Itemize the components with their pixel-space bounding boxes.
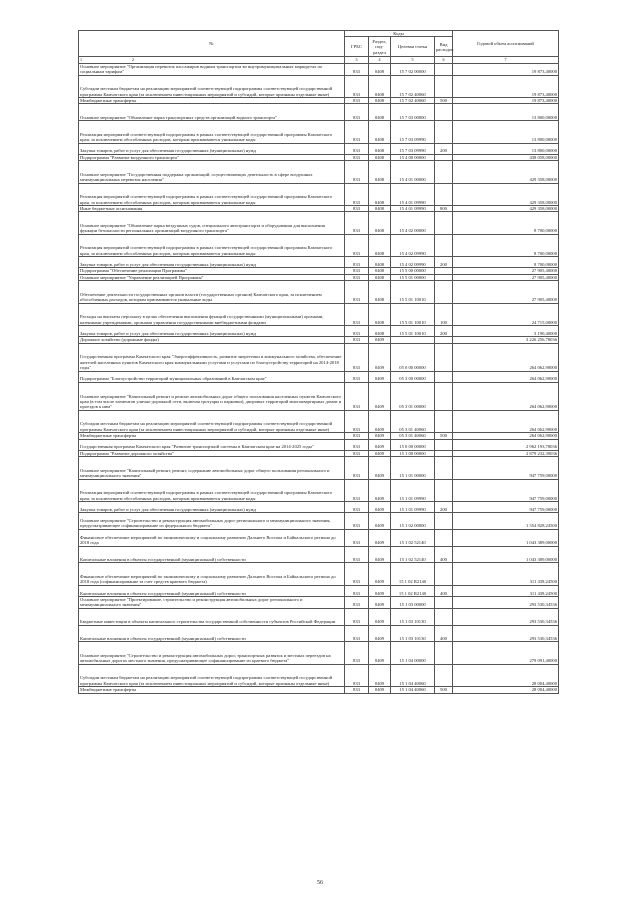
col-total-header: Годовой объем ассигнований bbox=[453, 31, 559, 57]
row-grbs: 833 bbox=[345, 625, 369, 642]
row-name: Финансовое обеспечение мероприятий по экономическому и социальному развитию Дальнего Востока и Байкальского региона до 2018 года (софинансирование за счет средств краевого бюджета) bbox=[79, 563, 345, 585]
row-razdel: 0409 bbox=[369, 664, 391, 686]
row-amount: 3 226 256,78036 bbox=[453, 337, 559, 343]
row-expense-type: 400 bbox=[435, 546, 453, 563]
row-target-article: 15 4 00 00000 bbox=[391, 154, 435, 160]
table-row bbox=[79, 625, 559, 642]
row-target-article: 15 4 02 09990 bbox=[391, 234, 435, 256]
row-grbs: 833 bbox=[345, 75, 369, 97]
row-razdel: 0409 bbox=[369, 642, 391, 664]
row-target-article: 15 1 02 00000 bbox=[391, 513, 435, 530]
table-row bbox=[79, 642, 559, 664]
row-amount: 3 190,40000 bbox=[453, 325, 559, 336]
row-expense-type: 200 bbox=[435, 501, 453, 512]
row-razdel: 0408 bbox=[369, 274, 391, 280]
row-amount: 13 800,00000 bbox=[453, 121, 559, 143]
row-target-article: 15 5 00 00000 bbox=[391, 268, 435, 274]
row-razdel: 0409 bbox=[369, 585, 391, 596]
row-target-article: 15 4 02 00000 bbox=[391, 212, 435, 234]
row-grbs: 833 bbox=[345, 98, 369, 104]
row-grbs: 833 bbox=[345, 63, 369, 75]
row-grbs: 833 bbox=[345, 501, 369, 512]
row-name: Обеспечение деятельности государственных органов власти (государственных органов) Камчатского края, за исключением обособленных расходов, которым присваиваются уникальные коды bbox=[79, 281, 345, 303]
row-amount: 28 004,40000 bbox=[453, 687, 559, 693]
col-vr-header: Вид расходов bbox=[435, 37, 453, 57]
row-razdel: 0408 bbox=[369, 154, 391, 160]
row-expense-type bbox=[435, 439, 453, 450]
row-razdel: 0408 bbox=[369, 63, 391, 75]
row-grbs: 833 bbox=[345, 121, 369, 143]
row-expense-type bbox=[435, 513, 453, 530]
row-amount: 264 062,90000 bbox=[453, 371, 559, 382]
row-grbs: 833 bbox=[345, 274, 369, 280]
row-razdel: 0409 bbox=[369, 433, 391, 439]
row-grbs: 833 bbox=[345, 608, 369, 625]
row-amount: 429 358,00000 bbox=[453, 161, 559, 183]
row-target-article: 15 1 04 40060 bbox=[391, 687, 435, 693]
table-row bbox=[79, 546, 559, 563]
row-grbs: 833 bbox=[345, 585, 369, 596]
row-razdel: 0408 bbox=[369, 183, 391, 205]
row-name: Реализация мероприятий соответствующей подпрограммы в рамках соответствующей государственной программы Камчатского края, за исключением обособленных расходов, которым присваиваются уникальные коды bbox=[79, 479, 345, 501]
row-razdel: 0409 bbox=[369, 625, 391, 642]
row-name: Основное мероприятие "Организация перевозок пассажиров водным транспортом во внутримуниципальных маршрутах по социальным тарифам" bbox=[79, 63, 345, 75]
row-name: Закупка товаров, работ и услуг для обеспечения государственных (муниципальных) нужд bbox=[79, 501, 345, 512]
row-expense-type bbox=[435, 529, 453, 546]
row-grbs: 833 bbox=[345, 410, 369, 432]
row-name: Подпрограмма "Благоустройство территорий муниципальных образований в Камчатском крае" bbox=[79, 371, 345, 382]
row-razdel: 0408 bbox=[369, 75, 391, 97]
row-name: Подпрограмма "Развитие воздушного транспорта" bbox=[79, 154, 345, 160]
row-name: Подпрограмма "Обеспечение реализации Программы" bbox=[79, 268, 345, 274]
row-grbs: 833 bbox=[345, 546, 369, 563]
row-razdel: 0408 bbox=[369, 303, 391, 325]
row-grbs: 833 bbox=[345, 212, 369, 234]
row-amount: 264 062,90000 bbox=[453, 382, 559, 410]
row-grbs: 833 bbox=[345, 343, 369, 371]
row-target-article: 15 1 02 R2140 bbox=[391, 585, 435, 596]
row-expense-type bbox=[435, 104, 453, 121]
row-amount: 311 439,24500 bbox=[453, 563, 559, 585]
row-name: Дорожное хозяйство (дорожные фонды) bbox=[79, 337, 345, 343]
table-row bbox=[79, 382, 559, 410]
row-expense-type: 200 bbox=[435, 143, 453, 154]
row-expense-type: 500 bbox=[435, 687, 453, 693]
row-grbs: 833 bbox=[345, 664, 369, 686]
row-target-article: 15 1 04 40060 bbox=[391, 664, 435, 686]
row-name: Реализация мероприятий соответствующей подпрограммы в рамках соответствующей государственной программы Камчатского края, за исключением обособленных расходов, которым присваиваются уникальные коды bbox=[79, 121, 345, 143]
row-expense-type: 200 bbox=[435, 325, 453, 336]
row-target-article: 15 1 03 10130 bbox=[391, 625, 435, 642]
row-grbs: 833 bbox=[345, 257, 369, 268]
row-name: Финансовое обеспечение мероприятий по экономическому и социальному развитию Дальнего Востока и Байкальского региона до 2018 года bbox=[79, 529, 345, 546]
row-target-article: 15 1 01 09990 bbox=[391, 501, 435, 512]
table-row bbox=[79, 234, 559, 256]
row-amount: 293 530,34536 bbox=[453, 608, 559, 625]
row-razdel: 0409 bbox=[369, 337, 391, 343]
row-name: Капитальные вложения в объекты государственной (муниципальной) собственности bbox=[79, 546, 345, 563]
row-target-article: 15 5 01 10010 bbox=[391, 303, 435, 325]
index-cell: 7 bbox=[453, 57, 559, 63]
row-grbs: 833 bbox=[345, 450, 369, 456]
row-name: Основное мероприятие "Строительство и реконструкция автомобильных дорог, транспортных развязок и местных переездов на автомобильных дорогах местного значения, предусматривающее софинансирование из краевого бюджета" bbox=[79, 642, 345, 664]
row-name: Основное мероприятие "Управление реализацией Программы" bbox=[79, 274, 345, 280]
row-razdel: 0409 bbox=[369, 597, 391, 609]
row-razdel: 0408 bbox=[369, 257, 391, 268]
row-amount: 429 358,00000 bbox=[453, 205, 559, 211]
row-amount: 8 700,00000 bbox=[453, 234, 559, 256]
row-expense-type bbox=[435, 343, 453, 371]
row-target-article: 15 7 03 00000 bbox=[391, 104, 435, 121]
row-grbs: 833 bbox=[345, 529, 369, 546]
row-name: Основное мероприятие "Государственная поддержка организаций, осуществляющих деятельность в сфере воздушных межмуниципальных перевозок населения" bbox=[79, 161, 345, 183]
col-grbs-header: ГРБС bbox=[345, 37, 369, 57]
row-expense-type bbox=[435, 608, 453, 625]
row-target-article: 15 7 03 09990 bbox=[391, 121, 435, 143]
row-name: Основное мероприятие "Проектирование, строительство и реконструкция автомобильных дорог регионального и межмуниципального значения" bbox=[79, 597, 345, 609]
row-expense-type: 400 bbox=[435, 585, 453, 596]
row-grbs: 833 bbox=[345, 161, 369, 183]
row-expense-type: 800 bbox=[435, 205, 453, 211]
row-amount: 24 715,00000 bbox=[453, 303, 559, 325]
row-amount: 293 530,34536 bbox=[453, 625, 559, 642]
row-expense-type bbox=[435, 479, 453, 501]
table-row bbox=[79, 325, 559, 336]
row-amount: 429 358,00000 bbox=[453, 183, 559, 205]
row-name: Государственная программа Камчатского края "Развитие транспортной системы в Камчатском крае на 2014-2025 годы" bbox=[79, 439, 345, 450]
row-amount: 264 062,90000 bbox=[453, 410, 559, 432]
row-expense-type bbox=[435, 664, 453, 686]
index-cell: 6 bbox=[435, 57, 453, 63]
row-name: Основное мероприятие "Строительство и реконструкция автомобильных дорог регионального и межмуниципального значения, предусматривающее софинансирование из федерального бюджета" bbox=[79, 513, 345, 530]
row-grbs: 833 bbox=[345, 104, 369, 121]
table-row bbox=[79, 257, 559, 268]
row-razdel: 0409 bbox=[369, 343, 391, 371]
row-name: Закупка товаров, работ и услуг для обеспечения государственных (муниципальных) нужд bbox=[79, 257, 345, 268]
row-target-article: 15 0 00 00000 bbox=[391, 439, 435, 450]
row-target-article: 15 1 01 00000 bbox=[391, 457, 435, 479]
row-target-article: 05 0 00 00000 bbox=[391, 343, 435, 371]
row-target-article: 05 3 01 40060 bbox=[391, 410, 435, 432]
page-number: 56 bbox=[317, 880, 323, 886]
row-name: Межбюджетные трансферты bbox=[79, 687, 345, 693]
row-target-article: 15 1 01 09990 bbox=[391, 479, 435, 501]
row-amount: 19 873,40000 bbox=[453, 63, 559, 75]
row-name: Межбюджетные трансферты bbox=[79, 98, 345, 104]
table-row bbox=[79, 687, 559, 693]
row-razdel: 0409 bbox=[369, 546, 391, 563]
row-razdel: 0408 bbox=[369, 234, 391, 256]
budget-table bbox=[78, 30, 559, 694]
table-row bbox=[79, 104, 559, 121]
row-amount: 27 905,40000 bbox=[453, 274, 559, 280]
row-target-article: 15 7 02 40060 bbox=[391, 75, 435, 97]
table-row bbox=[79, 513, 559, 530]
row-razdel: 0409 bbox=[369, 563, 391, 585]
row-amount: 2 879 232,39036 bbox=[453, 450, 559, 456]
row-razdel: 0409 bbox=[369, 529, 391, 546]
row-name: Закупка товаров, работ и услуг для обеспечения государственных (муниципальных) нужд bbox=[79, 143, 345, 154]
row-amount: 279 091,40000 bbox=[453, 642, 559, 664]
row-amount: 947 759,00000 bbox=[453, 479, 559, 501]
row-expense-type bbox=[435, 212, 453, 234]
row-razdel: 0409 bbox=[369, 501, 391, 512]
row-razdel: 0408 bbox=[369, 104, 391, 121]
row-name: Бюджетные инвестиции в объекты капитального строительства государственной собственности субъектов Российской Федерации bbox=[79, 608, 345, 625]
row-grbs: 833 bbox=[345, 143, 369, 154]
row-grbs: 833 bbox=[345, 642, 369, 664]
table-row bbox=[79, 563, 559, 585]
table-row bbox=[79, 75, 559, 97]
table-row bbox=[79, 479, 559, 501]
row-name: Основное мероприятие "Капитальный ремонт и ремонт автомобильных дорог общего пользования населенных пунктов Камчатского края (в том числе элементов улично-дорожной сети, включая тротуары и парковки), дворовых территорий многоквартирных домов и проездов к ним" bbox=[79, 382, 345, 410]
table-row bbox=[79, 529, 559, 546]
row-amount: 8 700,00000 bbox=[453, 212, 559, 234]
row-amount: 311 439,24500 bbox=[453, 585, 559, 596]
row-target-article: 15 7 02 40060 bbox=[391, 98, 435, 104]
table-row bbox=[79, 343, 559, 371]
row-razdel: 0408 bbox=[369, 161, 391, 183]
row-grbs: 833 bbox=[345, 234, 369, 256]
row-name: Субсидии местным бюджетам на реализацию мероприятий соответствующей подпрограммы соответствующей государственной программы Камчатского края (за исключением инвестиционных мероприятий и субсидий, которые признаны отдельные иные) bbox=[79, 410, 345, 432]
row-grbs: 833 bbox=[345, 597, 369, 609]
row-grbs: 833 bbox=[345, 281, 369, 303]
table-row bbox=[79, 439, 559, 450]
row-expense-type: 400 bbox=[435, 625, 453, 642]
row-amount: 28 004,40000 bbox=[453, 664, 559, 686]
row-name: Основное мероприятие "Капитальный ремонт, ремонт, содержание автомобильных дорог общего пользования регионального и межмуниципального значения" bbox=[79, 457, 345, 479]
row-name: Государственная программа Камчатского края "Энергоэффективность, развитие энергетики и коммунального хозяйства, обеспечение жителей населенных пунктов Камчатского края коммунальными услугами и услугами по благоустройству территорий на 2014-2018 годы" bbox=[79, 343, 345, 371]
row-expense-type bbox=[435, 457, 453, 479]
row-name: Подпрограмма "Развитие дорожного хозяйства" bbox=[79, 450, 345, 456]
row-expense-type bbox=[435, 281, 453, 303]
row-amount: 264 062,90000 bbox=[453, 343, 559, 371]
row-expense-type bbox=[435, 597, 453, 609]
row-expense-type bbox=[435, 642, 453, 664]
row-expense-type bbox=[435, 382, 453, 410]
row-amount: 19 873,40000 bbox=[453, 75, 559, 97]
table-row bbox=[79, 281, 559, 303]
table-row bbox=[79, 608, 559, 625]
row-razdel: 0409 bbox=[369, 450, 391, 456]
row-amount: 947 759,00000 bbox=[453, 501, 559, 512]
row-target-article: 15 1 03 00000 bbox=[391, 597, 435, 609]
row-name: Субсидии местным бюджетам на реализацию мероприятий соответствующей подпрограммы соответствующей государственной программы Камчатского края (за исключением инвестиционных мероприятий и субсидий, которые признаны отдельные иные) bbox=[79, 664, 345, 686]
row-grbs: 833 bbox=[345, 337, 369, 343]
row-razdel: 0408 bbox=[369, 98, 391, 104]
row-target-article: 15 1 03 10130 bbox=[391, 608, 435, 625]
row-razdel: 0408 bbox=[369, 212, 391, 234]
row-razdel: 0409 bbox=[369, 608, 391, 625]
row-name: Капитальные вложения в объекты государственной (муниципальной) собственности bbox=[79, 585, 345, 596]
row-grbs: 833 bbox=[345, 371, 369, 382]
row-target-article: 15 1 04 00000 bbox=[391, 642, 435, 664]
row-razdel: 0409 bbox=[369, 382, 391, 410]
row-razdel: 0409 bbox=[369, 457, 391, 479]
row-razdel: 0409 bbox=[369, 513, 391, 530]
row-name: Основное мероприятие "Обновление парка транспортных средств организаций водного транспорта" bbox=[79, 104, 345, 121]
row-expense-type bbox=[435, 410, 453, 432]
row-razdel: 0409 bbox=[369, 410, 391, 432]
row-target-article: 05 3 01 00000 bbox=[391, 382, 435, 410]
col-codes-header: Коды bbox=[345, 31, 453, 37]
table-row bbox=[79, 457, 559, 479]
row-amount: 13 800,00000 bbox=[453, 143, 559, 154]
row-expense-type: 500 bbox=[435, 98, 453, 104]
row-target-article: 15 5 01 10010 bbox=[391, 325, 435, 336]
row-name: Иные бюджетные ассигнования bbox=[79, 205, 345, 211]
table-row bbox=[79, 183, 559, 205]
row-grbs: 833 bbox=[345, 154, 369, 160]
row-grbs: 833 bbox=[345, 479, 369, 501]
row-amount: 2 962 193,78036 bbox=[453, 439, 559, 450]
row-razdel: 0408 bbox=[369, 268, 391, 274]
table-row bbox=[79, 585, 559, 596]
row-amount: 13 800,00000 bbox=[453, 104, 559, 121]
col-no-header: № bbox=[79, 31, 345, 57]
row-expense-type bbox=[435, 63, 453, 75]
row-target-article: 15 1 02 52140 bbox=[391, 529, 435, 546]
row-grbs: 833 bbox=[345, 382, 369, 410]
row-name: Основное мероприятие "Обновление парка воздушных судов, специального автотранспорта и оборудования для выполнения функции безопасности региональных организаций воздушного транспорта" bbox=[79, 212, 345, 234]
table-row bbox=[79, 63, 559, 75]
row-grbs: 833 bbox=[345, 205, 369, 211]
row-grbs: 833 bbox=[345, 433, 369, 439]
index-cell: 4 bbox=[369, 57, 391, 63]
row-amount: 19 873,40000 bbox=[453, 98, 559, 104]
table-row bbox=[79, 371, 559, 382]
row-expense-type bbox=[435, 75, 453, 97]
row-grbs: 833 bbox=[345, 457, 369, 479]
table-row bbox=[79, 161, 559, 183]
row-expense-type bbox=[435, 234, 453, 256]
table-row bbox=[79, 410, 559, 432]
row-grbs: 833 bbox=[345, 687, 369, 693]
row-amount: 438 058,00000 bbox=[453, 154, 559, 160]
row-expense-type bbox=[435, 563, 453, 585]
row-name: Капитальные вложения в объекты государственной (муниципальной) собственности bbox=[79, 625, 345, 642]
row-name: Реализация мероприятий соответствующей подпрограммы в рамках соответствующей государственной программы Камчатского края, за исключением обособленных расходов, которым присваиваются уникальные коды bbox=[79, 234, 345, 256]
row-expense-type bbox=[435, 183, 453, 205]
row-razdel: 0408 bbox=[369, 143, 391, 154]
row-expense-type: 100 bbox=[435, 303, 453, 325]
row-grbs: 833 bbox=[345, 439, 369, 450]
row-grbs: 833 bbox=[345, 303, 369, 325]
row-razdel: 0409 bbox=[369, 371, 391, 382]
col-razdel-header: Раздел, под-раздел bbox=[369, 37, 391, 57]
row-name: Реализация мероприятий соответствующей подпрограммы в рамках соответствующей государственной программы Камчатского края, за исключением обособленных расходов, которым присваиваются уникальные коды bbox=[79, 183, 345, 205]
row-expense-type bbox=[435, 161, 453, 183]
row-amount: 27 905,40000 bbox=[453, 281, 559, 303]
row-amount: 947 759,00000 bbox=[453, 457, 559, 479]
row-razdel: 0409 bbox=[369, 687, 391, 693]
row-amount: 293 530,34536 bbox=[453, 597, 559, 609]
row-razdel: 0409 bbox=[369, 439, 391, 450]
row-target-article: 05 3 01 40060 bbox=[391, 433, 435, 439]
col-target-header: Целевая статья bbox=[391, 37, 435, 57]
row-expense-type bbox=[435, 371, 453, 382]
row-amount: 1 043 389,00000 bbox=[453, 546, 559, 563]
row-amount: 1 043 389,00000 bbox=[453, 529, 559, 546]
row-name: Субсидии местным бюджетам на реализацию мероприятий соответствующей подпрограммы соответствующей государственной программы Камчатского края (за исключением инвестиционных мероприятий и субсидий, которые признаны отдельные иные) bbox=[79, 75, 345, 97]
row-target-article: 15 4 02 09990 bbox=[391, 257, 435, 268]
row-amount: 1 354 828,24500 bbox=[453, 513, 559, 530]
row-expense-type: 200 bbox=[435, 257, 453, 268]
row-target-article: 05 3 00 00000 bbox=[391, 371, 435, 382]
row-grbs: 833 bbox=[345, 563, 369, 585]
index-cell: 1 2 bbox=[79, 57, 345, 63]
row-target-article: 15 1 02 R2140 bbox=[391, 563, 435, 585]
row-razdel: 0408 bbox=[369, 121, 391, 143]
row-name: Межбюджетные трансферты bbox=[79, 433, 345, 439]
row-target-article: 15 4 01 09990 bbox=[391, 205, 435, 211]
row-target-article: 15 7 03 09990 bbox=[391, 143, 435, 154]
table-row bbox=[79, 212, 559, 234]
row-target-article: 15 1 02 52140 bbox=[391, 546, 435, 563]
row-razdel: 0408 bbox=[369, 205, 391, 211]
row-expense-type bbox=[435, 121, 453, 143]
row-name: Расходы на выплаты персоналу в целях обеспечения выполнения функций государственными (муниципальными) органами, казенными учреждениями, органами управления государственными внебюджетными фондами bbox=[79, 303, 345, 325]
table-row bbox=[79, 597, 559, 609]
row-grbs: 833 bbox=[345, 513, 369, 530]
table-row bbox=[79, 121, 559, 143]
table-row bbox=[79, 501, 559, 512]
index-cell: 3 bbox=[345, 57, 369, 63]
row-target-article: 15 4 01 00000 bbox=[391, 161, 435, 183]
table-row bbox=[79, 303, 559, 325]
row-grbs: 833 bbox=[345, 325, 369, 336]
row-expense-type: 500 bbox=[435, 433, 453, 439]
row-grbs: 833 bbox=[345, 268, 369, 274]
row-razdel: 0408 bbox=[369, 281, 391, 303]
table-row bbox=[79, 664, 559, 686]
row-target-article: 15 4 01 09990 bbox=[391, 183, 435, 205]
row-amount: 8 700,00000 bbox=[453, 257, 559, 268]
row-target-article: 15 1 00 00000 bbox=[391, 450, 435, 456]
row-amount: 27 905,40000 bbox=[453, 268, 559, 274]
row-target-article: 15 5 01 00000 bbox=[391, 274, 435, 280]
row-grbs: 833 bbox=[345, 183, 369, 205]
row-target-article: 15 5 01 10010 bbox=[391, 281, 435, 303]
row-name: Закупка товаров, работ и услуг для обеспечения государственных (муниципальных) нужд bbox=[79, 325, 345, 336]
index-cell: 5 bbox=[391, 57, 435, 63]
row-razdel: 0409 bbox=[369, 479, 391, 501]
row-target-article: 15 7 02 00000 bbox=[391, 63, 435, 75]
row-amount: 264 062,90000 bbox=[453, 433, 559, 439]
table-row bbox=[79, 143, 559, 154]
row-razdel: 0408 bbox=[369, 325, 391, 336]
